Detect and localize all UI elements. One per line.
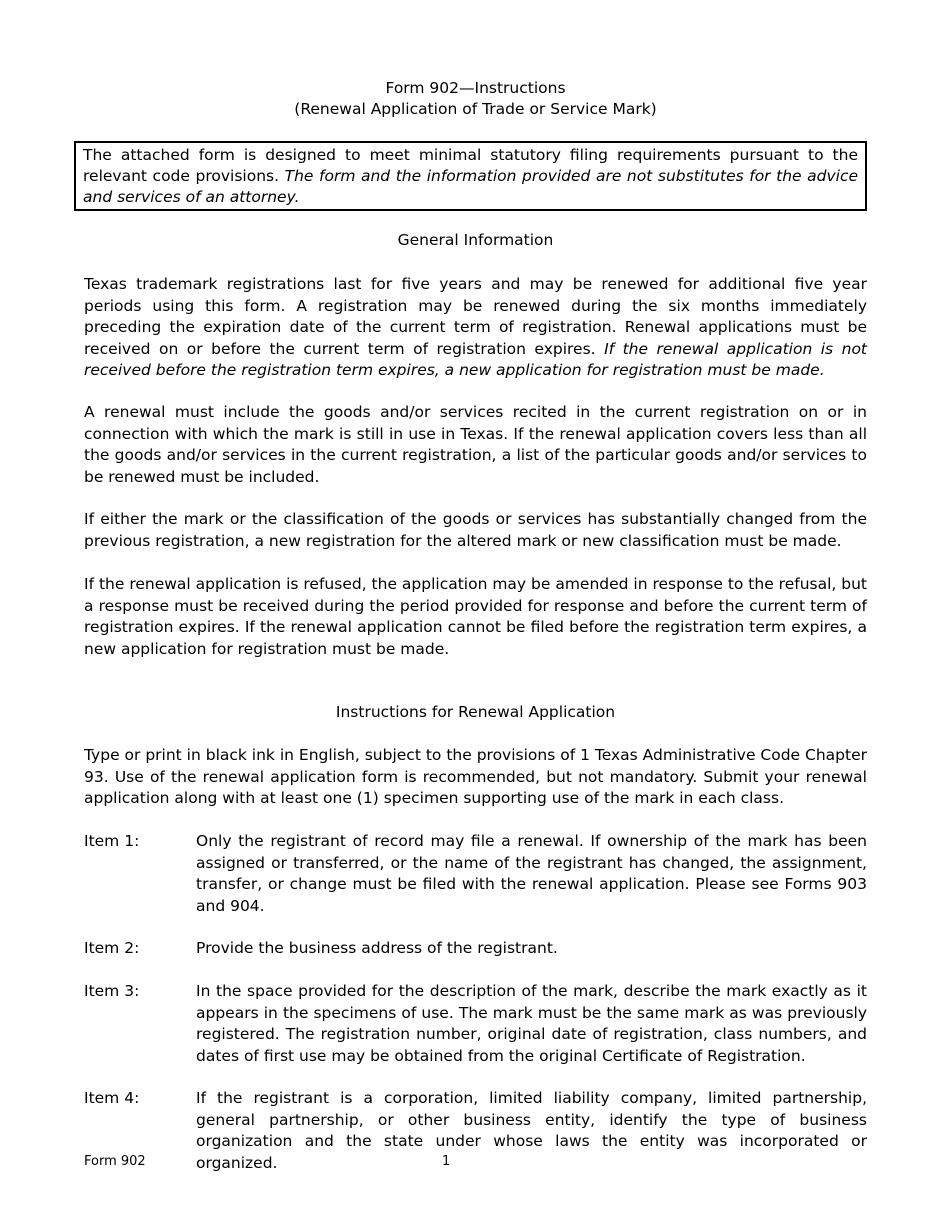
title-line-2: (Renewal Application of Trade or Service Mark) <box>294 100 657 118</box>
general-paragraph-3: If either the mark or the classification of the goods or services has substantially changed from the previous registration, a new registration for the altered mark or new classification must be made. <box>84 510 867 550</box>
instruction-item-1 <box>84 831 867 917</box>
instructions-intro: Type or print in black ink in English, subject to the provisions of 1 Texas Administrative Code Chapter 93. Use of the renewal application form is recommended, but not mandatory. Submit your renewal application along with at least one (1) specimen supporting use of the mark in each class. <box>84 746 867 807</box>
title-line-1: Form 902—Instructions <box>385 79 566 97</box>
item-label: Item 4: <box>84 1089 140 1107</box>
general-information-heading: General Information <box>397 231 554 249</box>
item-text: Only the registrant of record may file a renewal. If ownership of the mark has been assigned or transferred, or the name of the registrant has changed, the assignment, transfer, or change must be filed with the renewal application. Please see Forms 903 and 904. <box>196 832 867 915</box>
footer-page-number: 1 <box>442 1154 451 1169</box>
item-label: Item 1: <box>84 832 140 850</box>
page-title <box>84 78 867 120</box>
instruction-item-4 <box>84 1088 867 1174</box>
disclaimer-box <box>74 141 867 211</box>
item-label: Item 2: <box>84 939 140 957</box>
general-paragraph-1 <box>84 274 867 382</box>
item-text: If the registrant is a corporation, limited liability company, limited partnership, general partnership, or other business entity, identify the type of business organization and the state under whose laws the entity was incorporated or organized. <box>196 1089 867 1172</box>
disclaimer-italic-text: The form and the information provided are not substitutes for the advice and services of an attorney. <box>83 167 858 206</box>
instruction-item-3 <box>84 981 867 1067</box>
item-label: Item 3: <box>84 982 140 1000</box>
general-paragraph-2: A renewal must include the goods and/or services recited in the current registration on or in connection with which the mark is still in use in Texas. If the renewal application covers less than all the goods and/or services in the current registration, a list of the particular goods and/or services to be renewed must be included. <box>84 403 867 486</box>
instructions-heading: Instructions for Renewal Application <box>335 703 616 721</box>
footer-form-label: Form 902 <box>84 1154 146 1169</box>
general-paragraph-1-text: Texas trademark registrations last for five years and may be renewed for additional five year periods using this form. A registration may be renewed during the six months immediately preceding the expiration date of the current term of registration. Renewal applications must be received on or before the current term of registration expires. <box>84 275 867 358</box>
general-paragraph-1-italic: If the renewal application is not received before the registration term expires, a new application for registration must be made. <box>84 339 868 379</box>
disclaimer-text: The attached form is designed to meet minimal statutory filing requirements pursuant to the relevant code provisions. <box>83 146 858 185</box>
item-text: Provide the business address of the registrant. <box>196 939 558 957</box>
general-paragraph-4: If the renewal application is refused, the application may be amended in response to the refusal, but a response must be received during the period provided for response and before the current term of registration expires. If the renewal application cannot be filed before the registration term expires, a new application for registration must be made. <box>84 575 867 658</box>
instruction-item-2 <box>84 938 867 960</box>
item-text: In the space provided for the description of the mark, describe the mark exactly as it appears in the specimens of use. The mark must be the same mark as was previously registered. The registration number, original date of registration, class numbers, and dates of first use may be obtained from the original Certificate of Registration. <box>196 982 867 1065</box>
